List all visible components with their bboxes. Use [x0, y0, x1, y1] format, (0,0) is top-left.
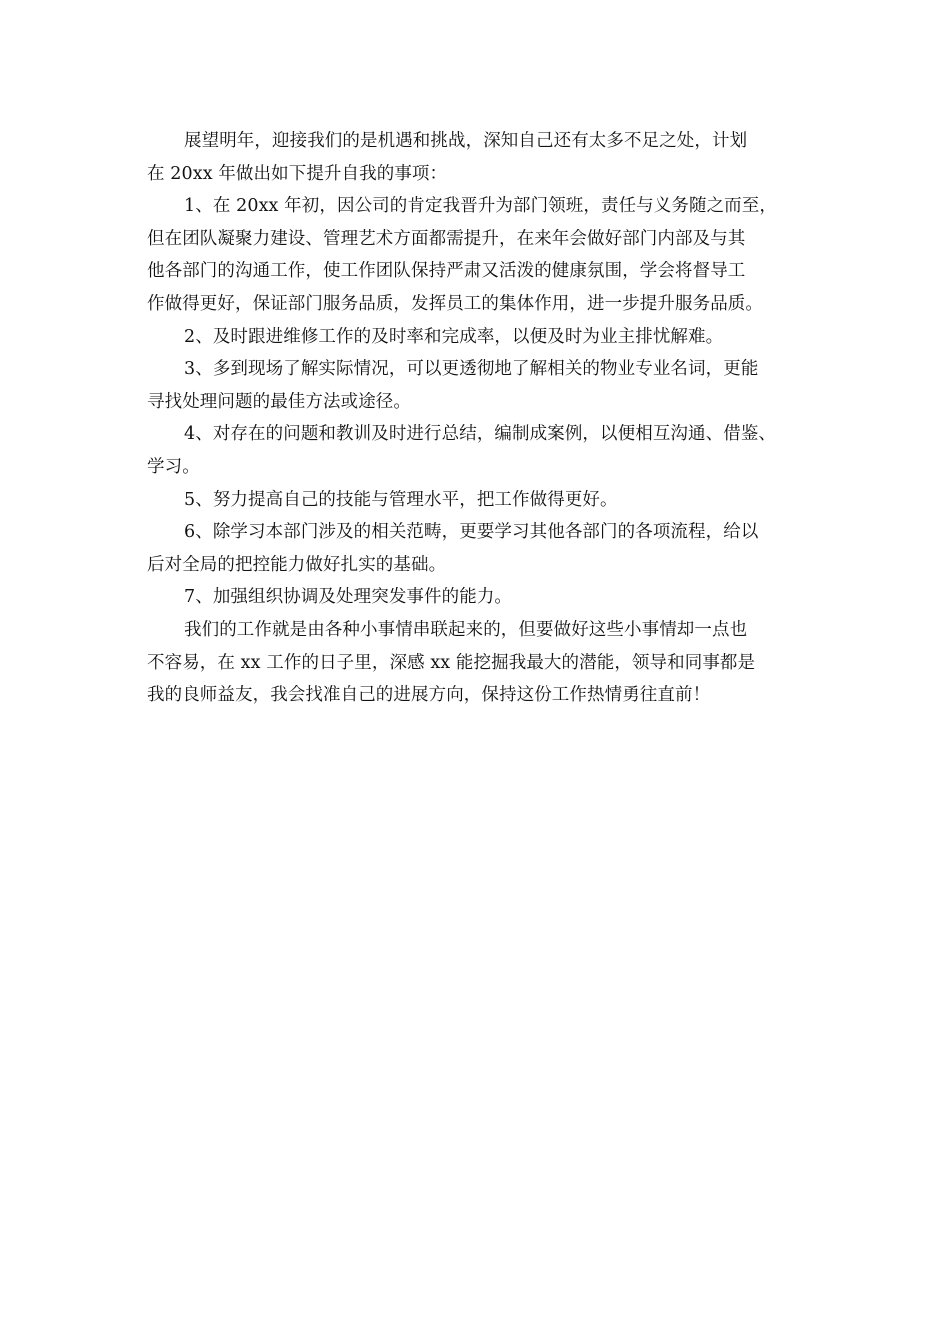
text-line: 3、多到现场了解实际情况，可以更透彻地了解相关的物业专业名词，更能	[184, 359, 759, 380]
text-line: 但在团队凝聚力建设、管理艺术方面都需提升，在来年会做好部门内部及与其	[147, 228, 746, 249]
text-line: 我们的工作就是由各种小事情串联起来的，但要做好这些小事情却一点也	[184, 619, 748, 640]
text-line: 2、及时跟进维修工作的及时率和完成率，以便及时为业主排忧解难。	[184, 326, 724, 347]
text-line: 6、除学习本部门涉及的相关范畴，更要学习其他各部门的各项流程，给以	[184, 522, 759, 543]
text-line: 他各部门的沟通工作，使工作团队保持严肃又活泼的健康氛围，学会将督导工	[147, 261, 746, 282]
text-line: 4、对存在的问题和教训及时进行总结，编制成案例，以便相互沟通、借鉴、	[184, 424, 777, 445]
document-body	[147, 125, 827, 712]
text-line: 寻找处理问题的最佳方法或途径。	[147, 391, 411, 412]
text-line: 7、加强组织协调及处理突发事件的能力。	[184, 587, 513, 608]
text-line: 展望明年，迎接我们的是机遇和挑战，深知自己还有太多不足之处，计划	[184, 131, 748, 151]
text-line: 不容易，在 xx 工作的日子里，深感 xx 能挖掘我最大的潜能，领导和同事都是	[147, 652, 756, 673]
text-line: 1、在 20xx 年初，因公司的肯定我晋升为部门领班，责任与义务随之而至，	[184, 196, 777, 217]
text-line: 5、努力提高自己的技能与管理水平，把工作做得更好。	[184, 489, 618, 510]
text-line: 后对全局的把控能力做好扎实的基础。	[147, 554, 447, 575]
text-line: 在 20xx 年做出如下提升自我的事项：	[147, 163, 448, 184]
text-line: 学习。	[147, 456, 200, 477]
text-line: 我的良师益友，我会找准自己的进展方向，保持这份工作热情勇往直前！	[147, 685, 711, 706]
text-line: 作做得更好，保证部门服务品质，发挥员工的集体作用，进一步提升服务品质。	[147, 293, 763, 314]
